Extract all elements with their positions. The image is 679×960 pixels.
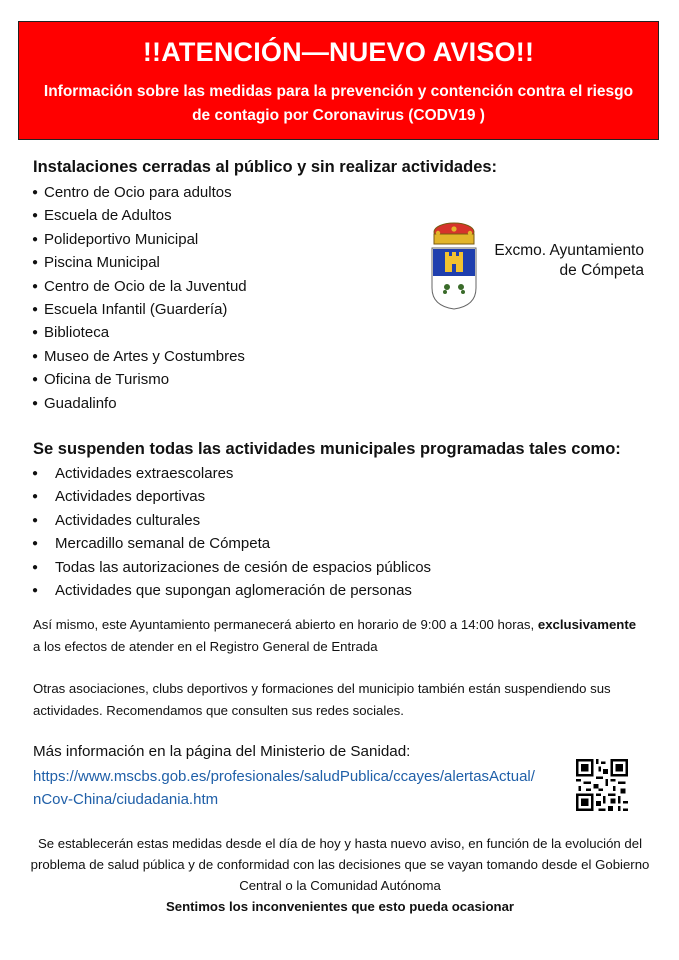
apology-text: Sentimos los inconvenientes que esto pueda ocasionar bbox=[165, 899, 515, 914]
qr-code-icon bbox=[576, 759, 628, 811]
alert-subtitle: Información sobre las medidas para la prevención y contención contra el riesgo de contagio por Coronavirus (CODV19 ) bbox=[43, 83, 634, 124]
bullet-icon: ● bbox=[32, 561, 39, 573]
bullet-icon: ● bbox=[32, 257, 39, 269]
associations-paragraph: Otras asociaciones, clubs deportivos y formaciones del municipio también están suspendiendo sus actividades. Recomendamos que consulten sus redes sociales. bbox=[33, 681, 611, 718]
closed-facilities-heading: Instalaciones cerradas al público y sin realizar actividades: bbox=[33, 158, 498, 176]
closing-notice-text: Se establecerán estas medidas desde el día de hoy y hasta nuevo aviso, en función de la evolución del problema de salud pública y de conformidad con las decisiones que se vayan tomando desde el Gobierno Central o la Comunidad Autónoma bbox=[30, 836, 650, 893]
bullet-icon: ● bbox=[32, 538, 39, 550]
bullet-icon: ● bbox=[32, 327, 39, 339]
bullet-icon: ● bbox=[32, 374, 39, 386]
bullet-icon: ● bbox=[32, 397, 39, 409]
suspended-activities-heading: Se suspenden todas las actividades municipales programadas tales como: bbox=[33, 440, 621, 458]
ministry-link[interactable]: https://www.mscbs.gob.es/profesionales/saludPublica/ccayes/alertasActual/ nCov-China/ciudadania.htm bbox=[33, 768, 535, 808]
bullet-icon: ● bbox=[32, 514, 39, 526]
bullet-icon: ● bbox=[32, 210, 39, 222]
bullet-icon: ● bbox=[32, 468, 39, 479]
closing-notice bbox=[30, 833, 650, 917]
bullet-icon: ● bbox=[32, 187, 39, 198]
bullet-icon: ● bbox=[32, 584, 39, 596]
bullet-icon: ● bbox=[32, 491, 39, 503]
bullet-icon: ● bbox=[32, 280, 39, 292]
municipality-name bbox=[470, 241, 644, 281]
bullet-icon: ● bbox=[32, 233, 39, 245]
alert-title: !!ATENCIÓN—NUEVO AVISO!! bbox=[142, 37, 535, 67]
emphasis-text: exclusivamente bbox=[537, 617, 637, 632]
more-info-label: Más información en la página del Ministerio de Sanidad: bbox=[33, 743, 411, 760]
municipality-line-1: Excmo. Ayuntamiento bbox=[494, 242, 644, 259]
municipality-line-2: de Cómpeta bbox=[559, 262, 644, 279]
alert-banner bbox=[18, 21, 659, 140]
bullet-icon: ● bbox=[32, 303, 39, 315]
opening-hours-paragraph: Así mismo, este Ayuntamiento permanecerá abierto en horario de 9:00 a 14:00 horas, exclusivamente a los efectos de atender en el Registro General de Entrada bbox=[33, 617, 637, 654]
bullet-icon: ● bbox=[32, 350, 39, 362]
